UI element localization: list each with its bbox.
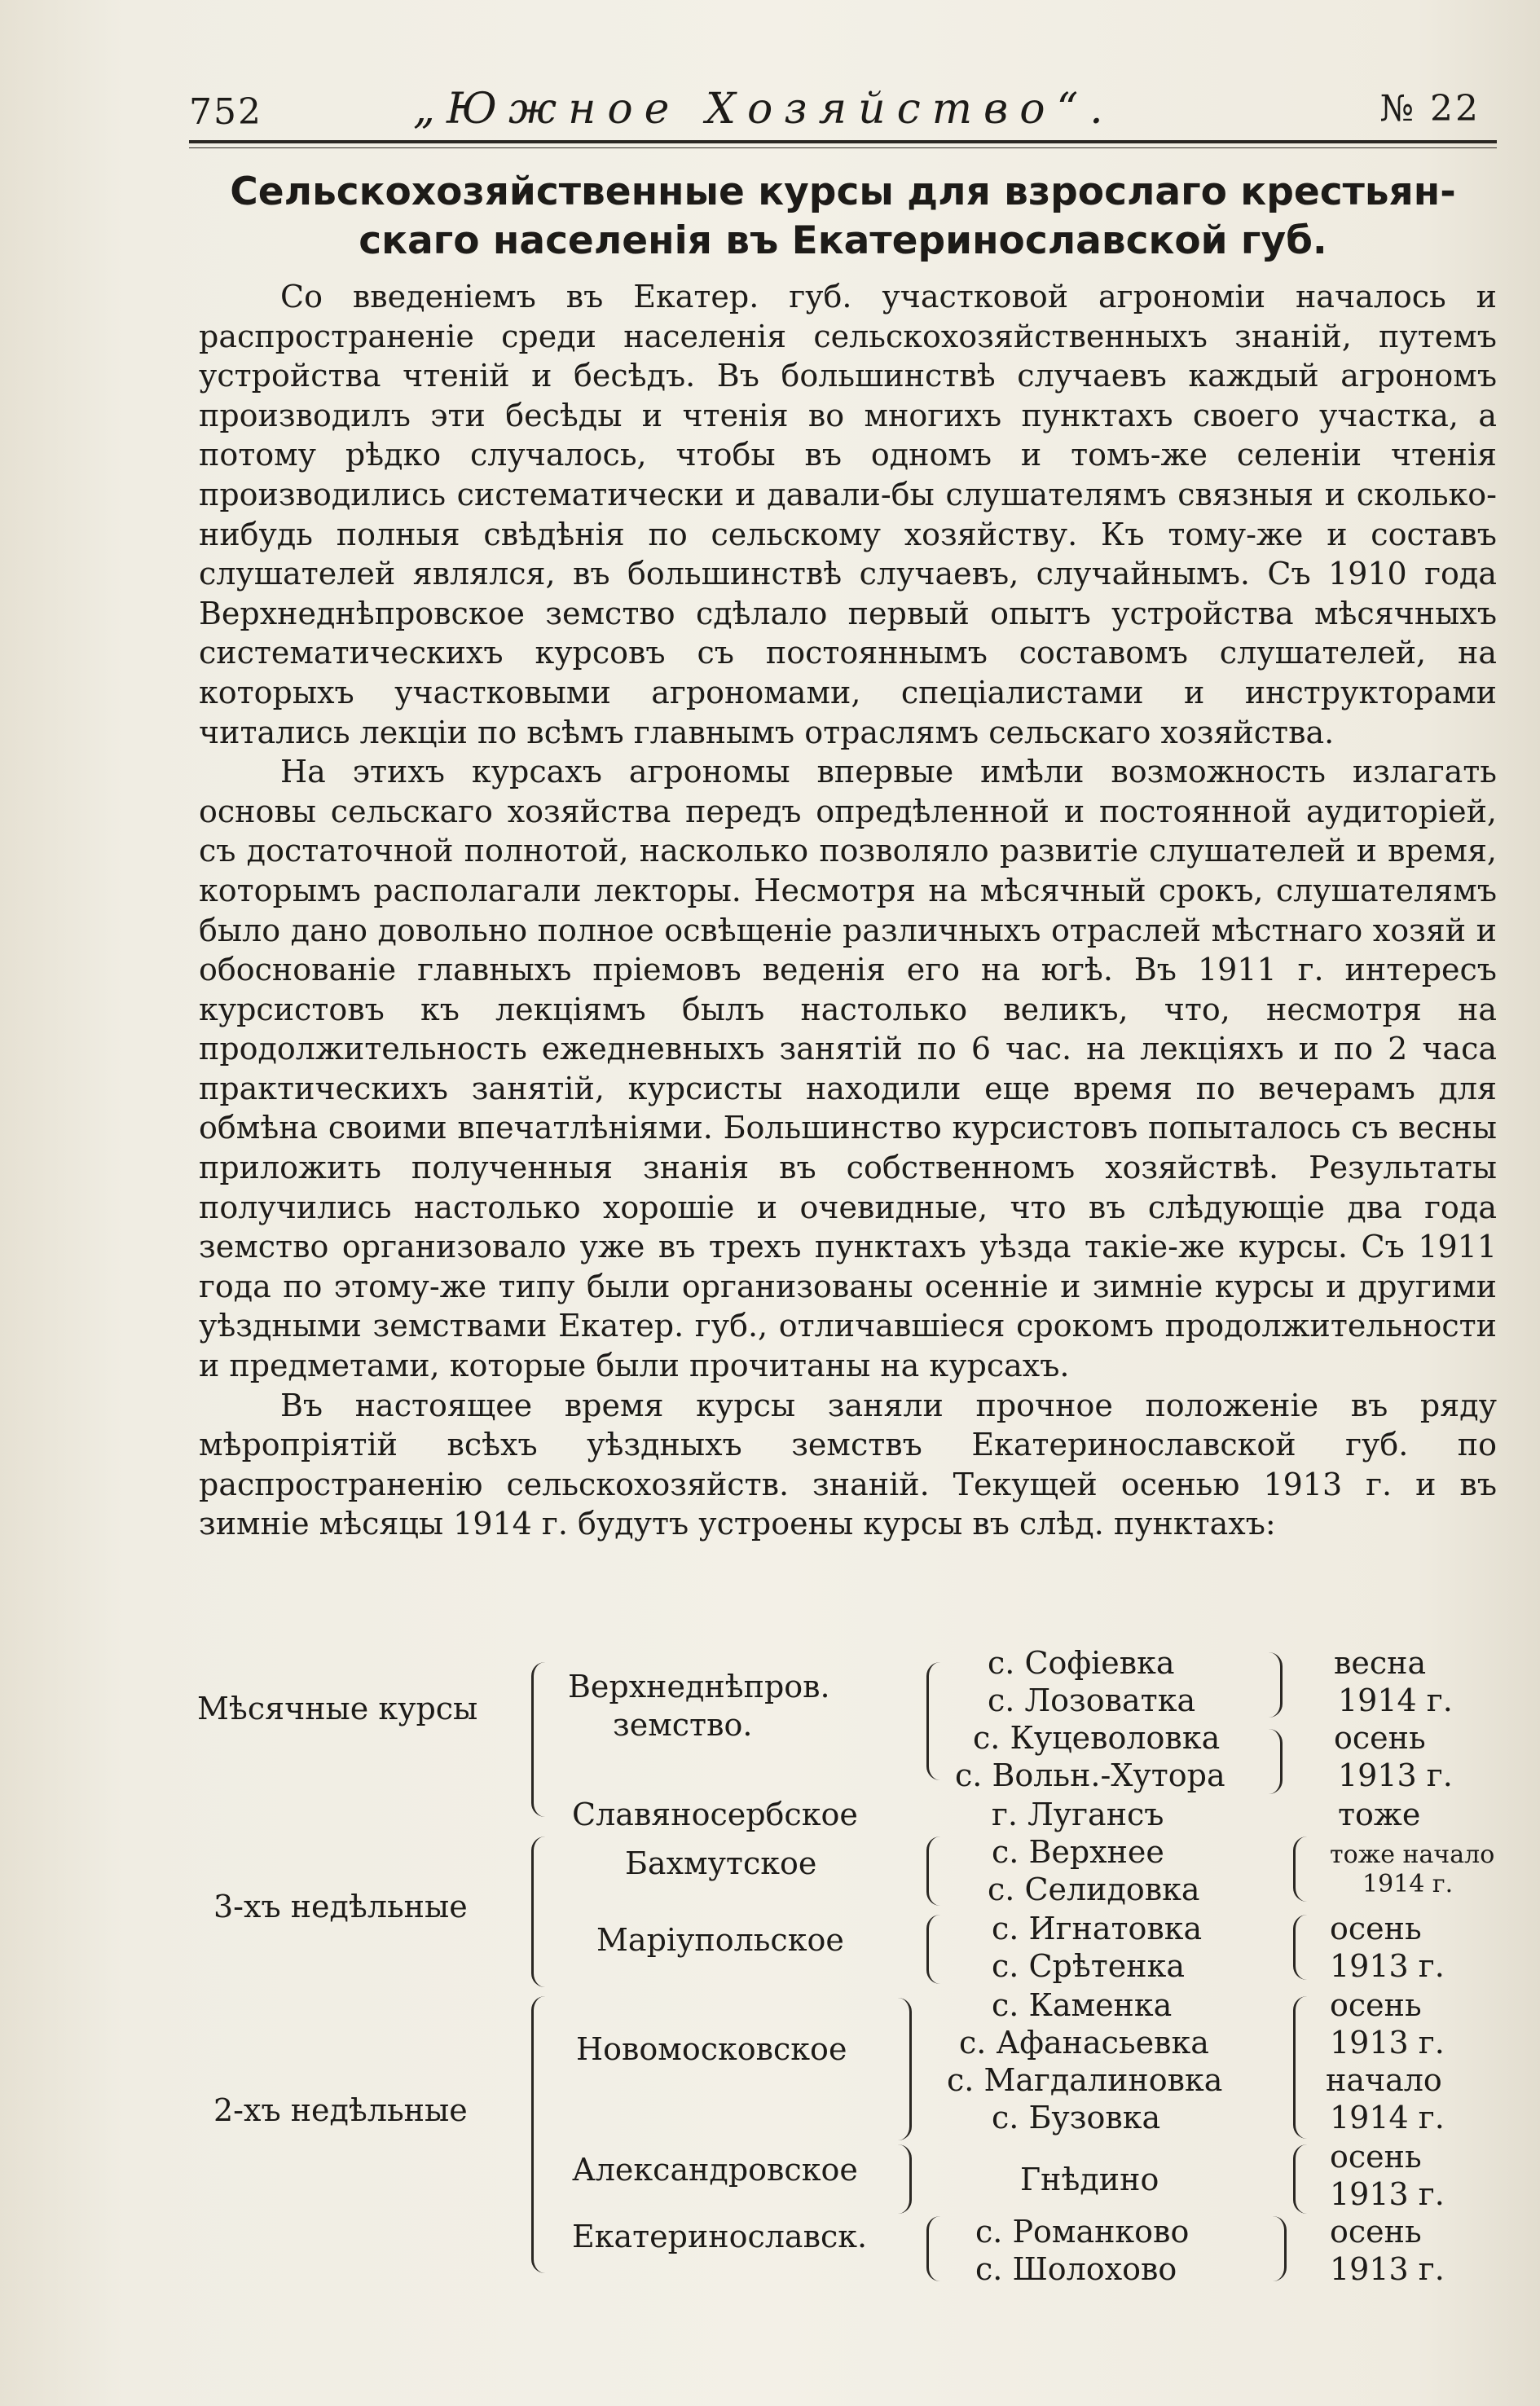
brace [926, 1836, 940, 1906]
journal-title: „Южное Хозяйство“. [413, 85, 1115, 134]
term-item: 1913 г. [1330, 2025, 1445, 2061]
group-type-2-week: 2-хъ недѣльные [213, 2092, 468, 2128]
term-item: тоже [1338, 1797, 1421, 1832]
zemstvo-name: Александровское [572, 2152, 858, 2188]
zemstvo-name: Екатеринославск. [572, 2219, 868, 2254]
place-item: с. Афанасьевка [959, 2025, 1209, 2061]
place-item: с. Игнатовка [992, 1911, 1203, 1946]
zemstvo-name-line2: земство. [613, 1707, 753, 1743]
brace [1273, 2216, 1287, 2281]
term-item: 1914 г. [1330, 2100, 1445, 2135]
term-item: осень [1330, 1987, 1422, 2023]
header-rule-thin [189, 147, 1497, 148]
paragraph-1: Со введеніемъ въ Екатер. губ. участковой агрономіи началось и распространеніе среди населенія сельскохозяйственныхъ знаній, путемъ устройства чтеній и бесѣдъ. Въ большинствѣ случаевъ каждый агрономъ производилъ эти бесѣды и чтенія во многихъ пунктахъ своего участка, а потому рѣдко случалось, чтобы въ одномъ и томъ-же селеніи чтенія производились систематически и давали-бы слушателямъ связныя и сколько-нибудь полныя свѣдѣнія по сельскому хозяйству. Къ тому-же и составъ слушателей являлся, въ большинствѣ случаевъ, случайнымъ. Съ 1910 года Верхнеднѣпровское земство сдѣлало первый опытъ устройства мѣсячныхъ систематическихъ курсовъ съ постояннымъ составомъ слушателей, на которыхъ участковыми агрономами, спеціалистами и инструкторами читались лекціи по всѣмъ главнымъ отраслямъ сельскаго хозяйства. [199, 279, 1497, 750]
courses-schedule-table [189, 1645, 1497, 2287]
place-item: с. Шолохово [975, 2251, 1177, 2287]
place-item: с. Каменка [992, 1987, 1173, 2023]
brace [926, 1662, 940, 1780]
group-type-monthly: Мѣсячные курсы [197, 1691, 478, 1726]
term-item: осень [1330, 1911, 1422, 1946]
running-header [189, 80, 1497, 145]
brace [531, 1662, 545, 1817]
term-item: 1914 г. [1338, 1682, 1453, 1718]
term-item: 1913 г. [1330, 2176, 1445, 2212]
term-item: начало [1326, 2062, 1442, 2098]
zemstvo-name: Новомосковское [576, 2031, 847, 2067]
term-item: 1914 г. [1362, 1870, 1454, 1898]
zemstvo-name: Верхнеднѣпров. [568, 1669, 830, 1704]
place-item: с. Лозоватка [988, 1682, 1196, 1718]
term-item: весна [1334, 1645, 1427, 1681]
term-item: 1913 г. [1338, 1757, 1453, 1793]
paragraph-2: На этихъ курсахъ агрономы впервые имѣли возможность излагать основы сельскаго хозяйства передъ опредѣленной и постоянной аудиторіей, съ достаточной полнотой, насколько позволяло развитіе слушателей и время, которымъ располагали лекторы. Несмотря на мѣсячный срокъ, слушателямъ было дано довольно полное освѣщеніе различныхъ отраслей мѣстнаго хозяй и обоснованіе главныхъ пріемовъ веденія его на югѣ. Въ 1911 г. интересъ курсистовъ къ лекціямъ былъ настолько великъ, что, несмотря на продолжительность ежедневныхъ занятій по 6 час. на лекціяхъ и по 2 часа практическихъ занятій, курсисты находили еще время по вечерамъ для обмѣна своими впечатлѣніями. Большинство курсистовъ попыталось съ весны приложить полученныя знанія въ собственномъ хозяйствѣ. Результаты получились настолько хорошіе и очевидные, что въ слѣдующіе два года земство организовало уже въ трехъ пунктахъ уѣзда такіе-же курсы. Съ 1911 года по этому-же типу были организованы осенніе и зимніе курсы и другими уѣздными земствами Екатер. губ., отличавшіеся срокомъ продолжительности и предметами, которые были прочитаны на курсахъ. [199, 754, 1497, 1384]
title-line-1: Сельскохозяйственные курсы для взрослаго крестьян- [230, 169, 1456, 214]
brace [1293, 2144, 1307, 2214]
place-item: с. Верхнее [992, 1834, 1164, 1870]
article-body [199, 277, 1497, 1544]
page-number: 752 [189, 91, 262, 133]
issue-number: № 22 [1379, 88, 1481, 130]
place-item: с. Магдалиновка [947, 2062, 1223, 2098]
brace [1293, 1996, 1307, 2139]
place-item: с. Романково [975, 2214, 1190, 2250]
header-rule-thick [189, 140, 1497, 143]
brace [898, 2144, 912, 2214]
place-item: г. Лугансъ [992, 1797, 1164, 1832]
article-title [189, 168, 1497, 266]
place-item: с. Вольн.-Хутора [955, 1757, 1225, 1793]
term-item: 1913 г. [1330, 2251, 1445, 2287]
group-type-3-week: 3-хъ недѣльные [213, 1889, 468, 1924]
paragraph-3: Въ настоящее время курсы заняли прочное положеніе въ ряду мѣропріятій всѣхъ уѣздныхъ земствъ Екатеринославской губ. по распространенію сельскохозяйств. знаній. Текущей осенью 1913 г. и въ зимніе мѣсяцы 1914 г. будутъ устроены курсы въ слѣд. пунктахъ: [199, 1387, 1497, 1542]
place-item: с. Срѣтенка [992, 1948, 1185, 1984]
brace [1269, 1729, 1283, 1794]
brace [898, 1998, 912, 2140]
brace [926, 1915, 940, 1984]
zemstvo-name: Маріупольское [596, 1922, 844, 1958]
place-item: с. Селидовка [988, 1872, 1200, 1907]
term-item: тоже начало [1330, 1841, 1495, 1869]
place-item: с. Куцеволовка [973, 1720, 1221, 1756]
term-item: осень [1334, 1720, 1426, 1756]
place-item: с. Бузовка [992, 2100, 1161, 2135]
brace [1269, 1652, 1283, 1718]
brace [1293, 1915, 1307, 1980]
term-item: осень [1330, 2139, 1422, 2175]
place-item: с. Софіевка [988, 1645, 1175, 1681]
brace [926, 2216, 940, 2281]
term-item: 1913 г. [1330, 1948, 1445, 1984]
brace [531, 1836, 545, 1987]
brace [1293, 1836, 1307, 1902]
zemstvo-name: Бахмутское [625, 1845, 817, 1881]
term-item: осень [1330, 2214, 1422, 2250]
brace [531, 1996, 545, 2273]
place-item: Гнѣдино [1020, 2162, 1159, 2197]
zemstvo-name: Славяносербское [572, 1797, 858, 1832]
title-line-2: скаго населенія въ Екатеринославской губ. [359, 218, 1327, 263]
